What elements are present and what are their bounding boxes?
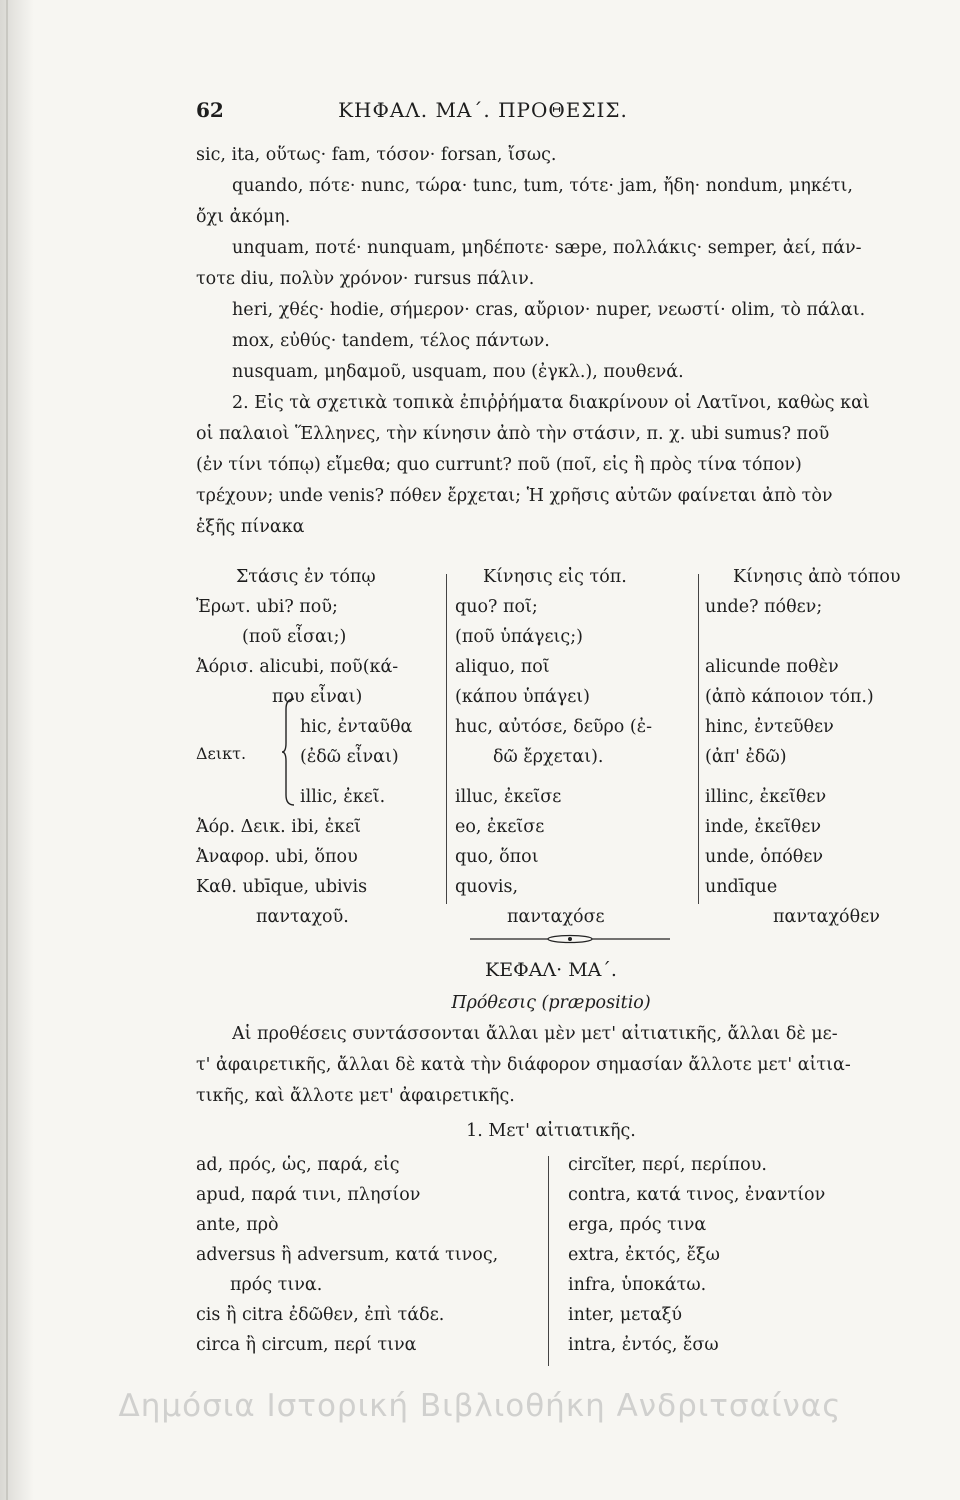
table-cell: Κίνησις εἰς τόπ. bbox=[483, 567, 627, 587]
table-cell: Καθ. ubīque, ubivis bbox=[196, 877, 368, 897]
list-item: apud, παρά τινι, πλησίον bbox=[196, 1185, 421, 1205]
table-cell: quo? ποῖ; bbox=[455, 597, 538, 617]
table-cell: unde, ὁπόθεν bbox=[705, 847, 824, 867]
text-line: τρέχουν; unde venis? πόθεν ἔρχεται; Ἡ χρῆσις αὐτῶν φαίνεται ἀπὸ τὸν bbox=[196, 486, 833, 506]
text-line: mox, εὐθύς· tandem, τέλος πάντων. bbox=[232, 331, 550, 351]
list-item: πρός τινα. bbox=[230, 1275, 323, 1295]
text-line: unquam, ποτέ· nunquam, μηδέποτε· sæpe, πολλάκις· semper, ἀεί, πάν- bbox=[232, 238, 862, 258]
text-line: ὄχι ἀκόμη. bbox=[196, 207, 291, 227]
page-number: 62 bbox=[196, 98, 224, 122]
table-cell: illic, ἐκεῖ. bbox=[300, 787, 386, 807]
page-edge-line bbox=[6, 0, 8, 1500]
list-item: ante, πρὸ bbox=[196, 1215, 279, 1235]
paragraph-line: τικῆς, καὶ ἄλλοτε μετ' ἀφαιρετικῆς. bbox=[196, 1086, 515, 1106]
text-line: οἱ παλαιοὶ Ἕλληνες, τὴν κίνησιν ἀπὸ τὴν στάσιν, π. χ. ubi sumus? ποῦ bbox=[196, 424, 830, 444]
table-cell: (ἐδῶ εἶναι) bbox=[300, 747, 399, 767]
text-line: (ἐν τίνι τόπῳ) εἴμεθα; quo currunt? ποῦ (ποῖ, εἰς ἢ πρὸς τίνα τόπον) bbox=[196, 455, 802, 475]
table-cell: που εἶναι) bbox=[272, 687, 363, 707]
table-cell: Ἐρωτ. ubi? ποῦ; bbox=[196, 597, 338, 617]
table-cell: (ποῦ ὑπάγεις;) bbox=[455, 627, 583, 647]
list-item: ad, πρός, ὡς, παρά, εἰς bbox=[196, 1155, 400, 1175]
list-item: inter, μεταξύ bbox=[568, 1305, 683, 1325]
table-cell: inde, ἐκεῖθεν bbox=[705, 817, 822, 837]
table-cell: (ποῦ εἶσαι;) bbox=[242, 627, 347, 647]
table-cell: (κάπου ὑπάγει) bbox=[455, 687, 590, 707]
table-cell: hic, ἐνταῦθα bbox=[300, 717, 413, 737]
list-item: erga, πρός τινα bbox=[568, 1215, 707, 1235]
paragraph-line: τ' ἀφαιρετικῆς, ἄλλαι δὲ κατὰ τὴν διάφορον σημασίαν ἄλλοτε μετ' αἰτια- bbox=[196, 1055, 851, 1075]
table-cell: δῶ ἔρχεται). bbox=[493, 747, 604, 767]
list-item: adversus ἢ adversum, κατά τινος, bbox=[196, 1245, 499, 1265]
table-cell: aliquo, ποῖ bbox=[455, 657, 550, 677]
ornament-divider bbox=[470, 929, 670, 939]
section-heading: 1. Μετ' αἰτιατικῆς. bbox=[466, 1121, 636, 1141]
text-line: sic, ita, οὕτως· fam, τόσον· forsan, ἴσως. bbox=[196, 145, 557, 165]
paragraph-line: Αἱ προθέσεις συντάσσονται ἄλλαι μὲν μετ' αἰτιατικῆς, ἄλλαι δὲ με- bbox=[232, 1024, 838, 1044]
table-cell: πανταχόθεν bbox=[773, 907, 880, 927]
table-cell: alicunde ποθὲν bbox=[705, 657, 839, 677]
text-line: nusquam, μηδαμοῦ, usquam, που (ἐγκλ.), πουθενά. bbox=[232, 362, 684, 382]
deixis-label: Δεικτ. bbox=[196, 744, 247, 763]
table-cell: undīque bbox=[705, 877, 778, 897]
text-line: τοτε diu, πολὺν χρόνον· rursus πάλιν. bbox=[196, 269, 535, 289]
text-line: quando, πότε· nunc, τώρα· tunc, tum, τότε· jam, ἤδη· nondum, μηκέτι, bbox=[232, 176, 853, 196]
text-line: ἑξῆς πίνακα bbox=[196, 517, 305, 537]
table-cell: hinc, ἐντεῦθεν bbox=[705, 717, 834, 737]
list-item: extra, ἐκτός, ἔξω bbox=[568, 1245, 720, 1265]
table-cell: huc, αὐτόσε, δεῦρο (ἐ- bbox=[455, 717, 653, 737]
table-cell: quovis, bbox=[455, 877, 519, 897]
table-cell: quo, ὅποι bbox=[455, 847, 539, 867]
library-watermark: Δημόσια Ιστορική Βιβλιοθήκη Ανδριτσαίνας bbox=[118, 1388, 842, 1424]
table-cell: eo, ἐκεῖσε bbox=[455, 817, 545, 837]
running-title: ΚΗΦΑΛ. ΜΑ΄. ΠΡΟΘΕΣΙΣ. bbox=[338, 98, 628, 122]
table-cell: Ἀόρισ. alicubi, ποῦ(κά- bbox=[196, 657, 399, 677]
list-item: contra, κατά τινος, ἐναντίον bbox=[568, 1185, 826, 1205]
list-item: circĭter, περί, περίπου. bbox=[568, 1155, 767, 1175]
list-item: circa ἢ circum, περί τινα bbox=[196, 1335, 417, 1355]
table-cell: πανταχόσε bbox=[507, 907, 605, 927]
table-cell: Στάσις ἐν τόπῳ bbox=[236, 567, 376, 587]
brace-icon bbox=[282, 697, 296, 812]
table-cell: illinc, ἐκεῖθεν bbox=[705, 787, 827, 807]
table-cell: (ἀπὸ κάποιον τόπ.) bbox=[705, 687, 874, 707]
table-cell: (ἀπ' ἐδῶ) bbox=[705, 747, 787, 767]
list-item: infra, ὑποκάτω. bbox=[568, 1275, 707, 1295]
text-line: heri, χθές· hodie, σήμερον· cras, αὔριον· nuper, νεωστί· olim, τὸ πάλαι. bbox=[232, 300, 866, 320]
table-cell: unde? πόθεν; bbox=[705, 597, 823, 617]
list-divider bbox=[548, 1156, 549, 1366]
text-line: 2. Εἰς τὰ σχετικὰ τοπικὰ ἐπιῤῥήματα διακρίνουν οἱ Λατῖνοι, καθὼς καὶ bbox=[232, 393, 870, 413]
chapter-title: ΚΕΦΑΛ· ΜΑ΄. bbox=[485, 959, 617, 981]
chapter-subtitle: Πρόθεσις (præpositio) bbox=[451, 993, 651, 1013]
list-item: intra, ἐντός, ἔσω bbox=[568, 1335, 719, 1355]
table-cell: πανταχοῦ. bbox=[256, 907, 349, 927]
table-cell: Κίνησις ἀπὸ τόπου bbox=[733, 567, 901, 587]
table-cell: illuc, ἐκεῖσε bbox=[455, 787, 562, 807]
table-cell: Ἀόρ. Δεικ. ibi, ἐκεῖ bbox=[196, 817, 361, 837]
list-item: cis ἢ citra ἐδῶθεν, ἐπὶ τάδε. bbox=[196, 1305, 445, 1325]
table-cell: Ἀναφορ. ubi, ὅπου bbox=[196, 847, 358, 867]
